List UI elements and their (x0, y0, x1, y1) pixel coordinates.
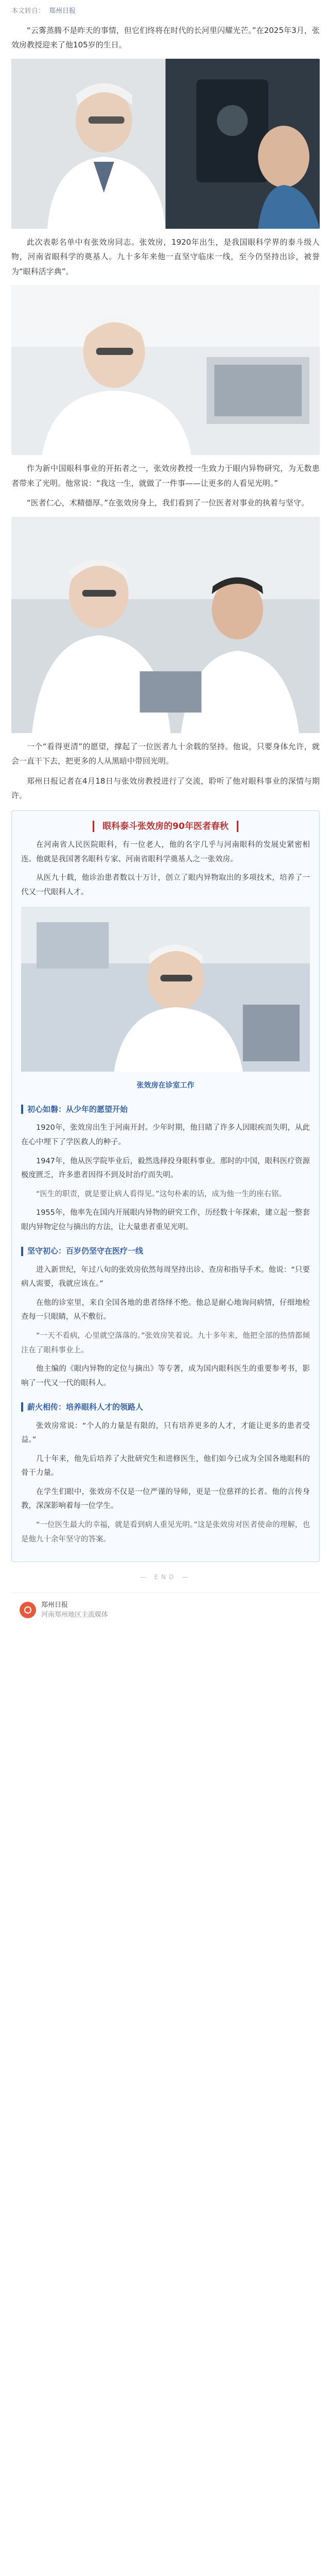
photo-doctor-portrait (11, 285, 320, 455)
middle-paragraph: 郑州日报记者在4月18日与张效房教授进行了交流，聆听了他对眼科事业的深情与期许。 (11, 776, 320, 801)
source-line (0, 0, 331, 18)
section-heading-1 (21, 1102, 310, 1117)
section-bar-icon (21, 1247, 23, 1256)
card-title: 眼科泰斗张效房的90年医者春秋 (93, 821, 238, 832)
card-quote: “一天不看病，心里就空落落的。”张效房笑着说。九十多年来，他把全部的热情都倾注在了眼科事业上。 (21, 1331, 310, 1354)
middle-paragraph: 一个“看得更清”的愿望，撑起了一位医者九十余载的坚持。他说，只要身体允许，就会一直干下去，把更多的人从黑暗中带回光明。 (11, 741, 320, 766)
card-paragraph: 他主编的《眼内异物的定位与摘出》等专著，成为国内眼科医生的重要参考书，影响了一代又一代的眼科人。 (21, 1365, 310, 1387)
source-name-link[interactable]: 郑州日报 (49, 7, 76, 15)
section-title: 坚守初心：百岁仍坚守在医疗一线 (27, 1246, 144, 1256)
middle-paragraph: “医者仁心，术精德厚。”在张效房身上，我们看到了一位医者对事业的执着与坚守。 (27, 498, 309, 508)
card-quote: “一位医生最大的幸福，就是看到病人重见光明。”这是张效房对医者使命的理解，也是他九十余年坚守的答案。 (21, 1520, 310, 1544)
end-mark: — END — (140, 1573, 191, 1581)
intro-paragraph: “云雾蒸腾不是昨天的事情，但它们终将在时代的长河里闪耀光芒。”在2025年3月，张效房教授迎来了他105岁的生日。 (11, 25, 320, 50)
photo-doctor-examining-patient (11, 59, 320, 229)
intro-text-3 (0, 461, 331, 511)
photo-doctor-in-clinic (21, 907, 310, 1072)
card-paragraph: 张效房常说：“个人的力量是有限的，只有培养更多的人才，才能让更多的患者受益。” (21, 1421, 310, 1445)
card-paragraph: 1920年，张效房出生于河南开封。少年时期，他目睹了许多人因眼疾而失明，从此在心中埋下了学医救人的种子。 (21, 1124, 310, 1147)
section-title: 薪火相传：培养眼科人才的领路人 (27, 1402, 144, 1412)
feature-card (11, 810, 320, 1562)
card-header (21, 819, 310, 834)
author-box[interactable] (11, 1592, 320, 1628)
photo-doctor-with-colleagues (11, 517, 320, 733)
author-avatar-icon (20, 1602, 36, 1618)
section-heading-2 (21, 1244, 310, 1259)
intro-text (0, 23, 331, 53)
card-paragraph: 在河南省人民医院眼科，有一位老人，他的名字几乎与河南眼科的发展史紧密相连。他就是我国著名眼科专家、河南省眼科学奠基人之一张效房。 (21, 841, 310, 863)
card-paragraph: 1947年，他从医学院毕业后，毅然选择投身眼科事业。那时的中国，眼科医疗资源极度匮乏，许多患者因得不到及时治疗而失明。 (21, 1157, 310, 1180)
source-label: 本文转自： (11, 7, 45, 15)
intro-paragraph: 作为新中国眼科事业的开拓者之一，张效房教授一生致力于眼内异物研究，为无数患者带来了光明。他常说：“我这一生，就做了一件事——让更多的人看见光明。” (11, 464, 320, 488)
author-desc: 河南郑州地区主流媒体 (41, 1611, 109, 1619)
section-bar-icon (21, 1105, 23, 1114)
author-meta (41, 1600, 108, 1620)
card-quote: “医生的职责，就是要让病人看得见。”这句朴素的话，成为他一生的座右铭。 (36, 1190, 287, 1198)
card-paragraph: 1955年，他率先在国内开展眼内异物的研究工作，历经数十年探索，建立起一整套眼内异物定位与摘出的方法，让大量患者重见光明。 (21, 1209, 310, 1231)
card-paragraph: 在他的诊室里，来自全国各地的患者络绎不绝。他总是耐心地询问病情，仔细地检查每一只眼睛，从不敷衍。 (21, 1298, 310, 1321)
card-paragraph: 进入新世纪，年过八旬的张效房依然每周坚持出诊、查房和指导手术。他说：“只要病人需要，我就应该在。” (21, 1265, 310, 1289)
middle-text (0, 739, 331, 803)
intro-paragraph: 此次表彰名单中有张效房同志。张效房，1920年出生，是我国眼科学界的泰斗级人物，河南省眼科学的奠基人。九十多年来他一直坚守临床一线，至今仍坚持出诊，被誉为“眼科活字典”。 (11, 237, 320, 276)
intro-text-2 (0, 235, 331, 279)
card-paragraph: 从医九十载，他诊治患者数以十万计，创立了眼内异物取出的多项技术，培养了一代又一代眼科人才。 (21, 874, 310, 896)
section-heading-3 (21, 1400, 310, 1415)
photo-caption: 张效房在诊室工作 (136, 1081, 195, 1090)
author-name: 郑州日报 (41, 1601, 68, 1609)
section-title: 初心如磐：从少年的愿望开始 (27, 1104, 128, 1114)
section-bar-icon (21, 1402, 23, 1412)
card-paragraph: 在学生们眼中，张效房不仅是一位严谨的导师，更是一位慈祥的长者。他的言传身教，深深影响着每一位学生。 (21, 1487, 310, 1511)
card-paragraph: 几十年来，他先后培养了大批研究生和进修医生，他们如今已成为全国各地眼科的骨干力量。 (21, 1454, 310, 1478)
